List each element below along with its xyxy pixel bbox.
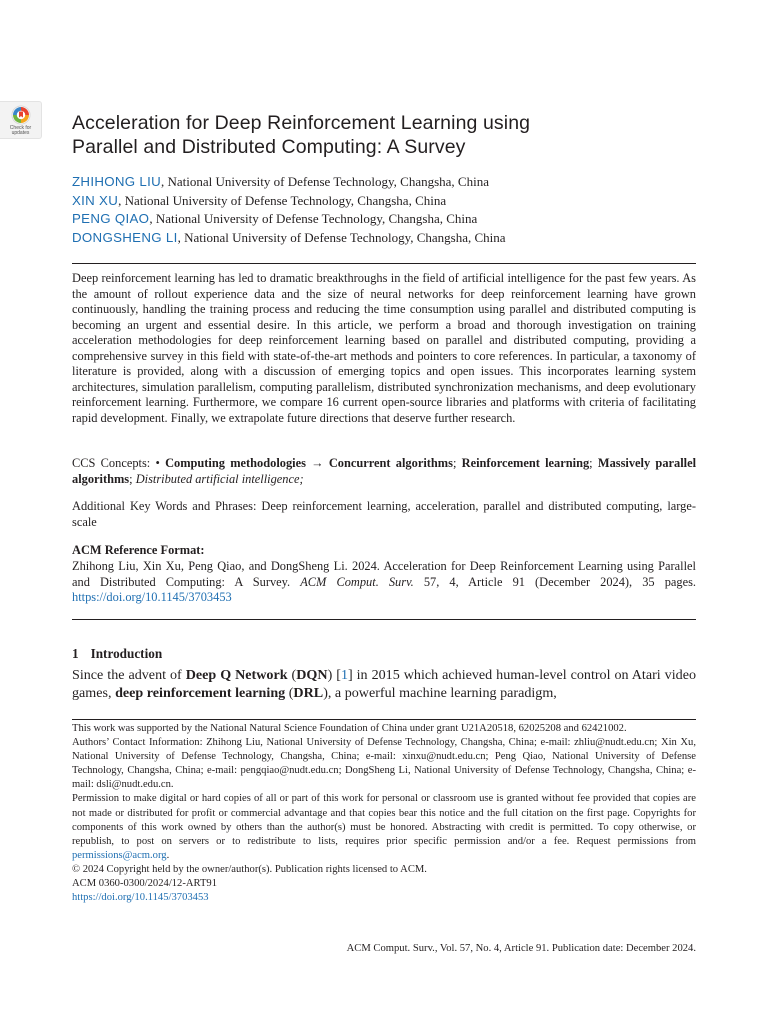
section-number: 1 bbox=[72, 646, 79, 661]
author-entry bbox=[72, 192, 692, 211]
intro-text: ) [ bbox=[327, 667, 341, 683]
intro-term: Deep Q Network bbox=[185, 667, 288, 683]
ccs-concept: Computing methodologies bbox=[165, 456, 306, 470]
issn-note: ACM 0360-0300/2024/12-ART91 bbox=[72, 878, 218, 890]
bottom-divider bbox=[72, 619, 696, 620]
footnotes bbox=[72, 722, 696, 905]
author-list bbox=[72, 173, 692, 247]
ccs-concept: Massively parallel algorithms bbox=[72, 456, 697, 486]
author-entry bbox=[72, 229, 692, 248]
intro-text: Since the advent of bbox=[72, 667, 186, 683]
badge-line-1: Check for bbox=[9, 125, 32, 131]
top-divider bbox=[72, 263, 696, 264]
reference-details: 57, 4, Article 91 (December 2024), 35 pages. bbox=[413, 574, 697, 589]
intro-term: DRL bbox=[293, 684, 324, 701]
ccs-separator: ; bbox=[589, 456, 598, 470]
reference-doi-link[interactable]: https://doi.org/10.1145/3703453 bbox=[72, 590, 232, 604]
intro-text: ] in 2015 which achieved human-level control on Atari video games, bbox=[72, 667, 696, 701]
author-entry bbox=[72, 173, 692, 192]
author-affiliation: , National University of Defense Technology, Changsha, China bbox=[149, 211, 478, 226]
title-line-1: Acceleration for Deep Reinforcement Learning using bbox=[72, 112, 531, 134]
ccs-arrow: → bbox=[305, 456, 329, 470]
author-affiliation: , National University of Defense Technology, Changsha, China bbox=[161, 174, 489, 189]
intro-term: DQN bbox=[296, 667, 328, 683]
ccs-separator: ; bbox=[452, 456, 462, 470]
paper-title bbox=[72, 111, 692, 159]
page-footer: ACM Comput. Surv., Vol. 57, No. 4, Article 91. Publication date: December 2024. bbox=[346, 943, 696, 954]
intro-text: ), a powerful machine learning paradigm, bbox=[323, 684, 557, 701]
footnote-divider bbox=[72, 719, 696, 720]
ccs-concept: Distributed artificial intelligence; bbox=[135, 471, 304, 486]
ccs-concepts bbox=[72, 456, 696, 487]
contact-note: Authors’ Contact Information: Zhihong Liu, National University of Defense Technology, Changsha, China; e-mail: zhliu@nudt.edu.cn; Xin Xu, National University of Defense Technology, Changsha, China; e-mail: xinxu@nudt.edu.cn; Peng Qiao, National University of Defense Technology, Changsha, China; e-mail: pengqiao@nudt.edu.cn; DongSheng Li, National University of Defense Technology, Changsha, China; e-mail: dsli@nudt.edu.cn. bbox=[72, 737, 696, 791]
keywords bbox=[72, 499, 696, 530]
permission-text: Permission to make digital or hard copies of all or part of this work for personal or classroom use is granted without fee provided that copies are not made or distributed for profit or commercial advantage and that copies bear this notice and the full citation on the first page. Copyrights for components of this work owned by others than the author(s) must be honored. Abstracting with credit is permitted. To copy otherwise, or republish, to post on servers or to redistribute to lists, requires prior specific permission and/or a fee. Request permissions from bbox=[72, 793, 696, 847]
section-title: Introduction bbox=[90, 646, 163, 661]
section-heading bbox=[72, 646, 162, 662]
reference-text: Zhihong Liu, Xin Xu, Peng Qiao, and DongSheng Li. 2024. Acceleration for Deep Reinforcement Learning using Parallel and Distributed Computing: A Survey. bbox=[72, 559, 696, 589]
footnote-doi bbox=[72, 891, 696, 905]
badge-text bbox=[10, 126, 31, 136]
badge-line-2: updates bbox=[11, 130, 30, 136]
reference-journal: ACM Comput. Surv. bbox=[300, 574, 414, 589]
author-name[interactable]: ZHIHONG LIU bbox=[72, 174, 161, 189]
keywords-label: Additional Key Words and Phrases: bbox=[72, 499, 262, 513]
ccs-label: CCS Concepts: • bbox=[72, 456, 166, 470]
intro-paragraph bbox=[72, 667, 696, 702]
author-affiliation: , National University of Defense Technology, Changsha, China bbox=[177, 229, 506, 245]
title-line-2: Parallel and Distributed Computing: A Survey bbox=[72, 136, 466, 158]
abstract: Deep reinforcement learning has led to dramatic breakthroughs in the field of artificial intelligence for the past few years. As the amount of rollout experience data and the size of neural networks for deep reinforcement learning have grown continuously, handling the training process and reducing the time consumption using parallel and distributed computing is becoming an urgent and essential desire. In this article, we perform a broad and thorough investigation on training acceleration methodologies for deep reinforcement learning based on parallel and distributed computing, providing a comprehensive survey in this field with state-of-the-art methods and pointers to core references. In particular, a taxonomy of literature is provided, along with a discussion of emerging topics and open issues. This incorporates learning system architectures, simulation parallelism, computing parallelism, distributed synchronization mechanisms, and deep evolutionary reinforcement learning. Furthermore, we compare 16 current open-source libraries and platforms with criteria of facilitating rapid development. Finally, we extrapolate future directions that deserve further research. bbox=[72, 271, 696, 425]
permission-note bbox=[72, 792, 696, 862]
intro-text: ( bbox=[285, 684, 294, 701]
check-for-updates-badge[interactable] bbox=[0, 101, 42, 139]
funding-note: This work was supported by the National Natural Science Foundation of China under grant U21A20518, 62025208 and 62421002. bbox=[72, 723, 627, 734]
author-affiliation: , National University of Defense Technology, Changsha, China bbox=[118, 192, 447, 208]
permission-end: . bbox=[166, 849, 170, 861]
copyright-note: © 2024 Copyright held by the owner/author(s). Publication rights licensed to ACM. bbox=[72, 863, 427, 875]
author-name[interactable]: DONGSHENG LI bbox=[72, 229, 178, 245]
ccs-concept: Reinforcement learning bbox=[461, 456, 590, 470]
ccs-separator: ; bbox=[129, 471, 136, 486]
ccs-concept: Concurrent algorithms bbox=[328, 456, 453, 470]
reference-format bbox=[72, 559, 696, 606]
keywords-text: Deep reinforcement learning, acceleration, parallel and distributed computing, large-scale bbox=[72, 499, 696, 529]
citation-link[interactable]: 1 bbox=[340, 667, 348, 683]
permissions-email-link[interactable]: permissions@acm.org bbox=[72, 849, 167, 861]
author-name[interactable]: PENG QIAO bbox=[72, 211, 150, 226]
reference-heading: ACM Reference Format: bbox=[72, 543, 205, 557]
footnote-doi-link[interactable]: https://doi.org/10.1145/3703453 bbox=[72, 892, 209, 904]
intro-text: ( bbox=[287, 667, 297, 683]
author-entry bbox=[72, 210, 692, 229]
intro-term: deep reinforcement learning bbox=[115, 684, 286, 701]
author-name[interactable]: XIN XU bbox=[72, 192, 119, 208]
check-for-updates-icon bbox=[11, 105, 31, 125]
